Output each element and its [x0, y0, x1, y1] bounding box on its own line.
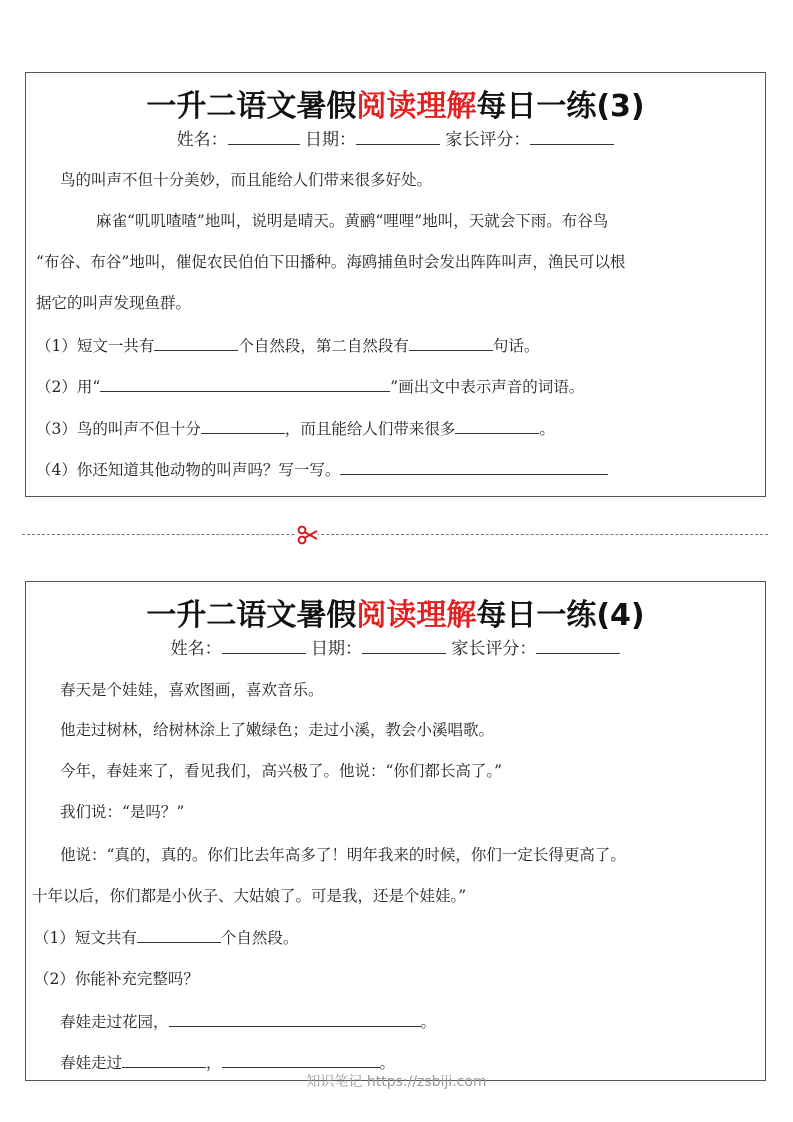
answer-blank[interactable]: [100, 375, 390, 392]
question-text: 。: [539, 420, 555, 438]
question-1: [36, 334, 539, 356]
question-text: （2）用“: [36, 378, 101, 396]
passage-line: 春天是个娃娃，喜欢图画，喜欢音乐。: [60, 681, 324, 699]
answer-blank[interactable]: [340, 458, 608, 475]
title-highlight: 阅读理解: [356, 89, 477, 124]
question-text: 春娃走过: [60, 1054, 123, 1072]
passage-line: “布谷、布谷”地叫，催促农民伯伯下田播种。海鸥捕鱼时会发出阵阵叫声，渔民可以根: [36, 253, 626, 271]
question-text: ”画出文中表示声音的词语。: [390, 378, 585, 396]
passage-line: 他走过树林，给树林涂上了嫩绿色；走过小溪，教会小溪唱歌。: [60, 721, 495, 739]
question-text: 句话。: [492, 337, 540, 355]
question-4: [36, 458, 608, 480]
question-text: 。: [379, 1054, 396, 1072]
question-text: （4）你还知道其他动物的叫声吗？写一写。: [36, 461, 341, 479]
question-text: （1）短文一共有: [36, 337, 155, 355]
answer-blank[interactable]: [222, 1051, 380, 1068]
passage-line: 麻雀“叽叽喳喳”地叫，说明是晴天。黄鹂“哩哩”地叫，天就会下雨。布谷鸟: [96, 212, 609, 230]
cut-line: [22, 534, 768, 535]
answer-blank[interactable]: [122, 1051, 206, 1068]
question-text: ，: [206, 1054, 222, 1072]
question-text: ，而且能给人们带来很多: [284, 420, 456, 438]
date-blank[interactable]: [356, 128, 440, 145]
question-text: （1）短文共有: [34, 929, 137, 947]
name-blank[interactable]: [222, 637, 306, 654]
score-label: 家长评分：: [445, 130, 531, 150]
passage-line: 十年以后，你们都是小伙子、大姑娘了。可是我，还是个娃娃。”: [32, 887, 467, 905]
name-label: 姓名：: [170, 639, 222, 659]
question-2: （2）你能补充完整吗？: [34, 970, 199, 988]
score-blank[interactable]: [536, 637, 620, 654]
question-text: 春娃走过花园，: [60, 1013, 169, 1031]
exercise-3-title: [26, 81, 765, 125]
footer-watermark: 知识笔记 https://zsbiji.com: [306, 1074, 487, 1090]
question-text: 个自然段，第二自然段有: [238, 337, 409, 355]
answer-blank[interactable]: [154, 334, 238, 351]
passage-line: 据它的叫声发现鱼群。: [36, 294, 192, 312]
exercise-4-title: [26, 590, 765, 634]
name-blank[interactable]: [228, 128, 300, 145]
exercise-3-card: [25, 72, 766, 497]
title-part: 一升二语文暑假: [146, 89, 357, 124]
title-highlight: 阅读理解: [356, 598, 477, 633]
name-label: 姓名：: [176, 130, 228, 150]
question-text: 个自然段。: [220, 929, 299, 947]
answer-blank[interactable]: [137, 926, 221, 943]
title-part: 每日一练(4): [476, 598, 645, 633]
answer-blank[interactable]: [169, 1010, 421, 1027]
exercise-4-card: [25, 581, 766, 1081]
question-text: （3）鸟的叫声不但十分: [36, 420, 201, 438]
exercise-4-info-row: [26, 634, 765, 659]
question-2: [36, 375, 584, 397]
question-3: [36, 417, 555, 439]
exercise-3-info-row: [26, 125, 765, 150]
question-1: [34, 926, 298, 948]
passage-line: 今年，春娃来了，看见我们，高兴极了。他说：“你们都长高了。”: [60, 762, 503, 780]
date-label: 日期：: [311, 639, 362, 659]
score-blank[interactable]: [530, 128, 614, 145]
question-text: 。: [420, 1013, 437, 1031]
passage-line: 他说：“真的，真的。你们比去年高多了！明年我来的时候，你们一定长得更高了。: [60, 846, 626, 864]
fill-line-2: [60, 1051, 395, 1073]
passage-line: 鸟的叫声不但十分美妙，而且能给人们带来很多好处。: [60, 171, 433, 189]
answer-blank[interactable]: [409, 334, 493, 351]
date-label: 日期：: [305, 130, 356, 150]
scissors-icon: [296, 525, 318, 545]
title-part: 一升二语文暑假: [146, 598, 357, 633]
title-part: 每日一练(3): [476, 89, 645, 124]
answer-blank[interactable]: [201, 417, 285, 434]
answer-blank[interactable]: [455, 417, 539, 434]
date-blank[interactable]: [362, 637, 446, 654]
passage-line: 我们说：“是吗？”: [60, 803, 185, 821]
score-label: 家长评分：: [451, 639, 537, 659]
fill-line-1: [60, 1010, 436, 1032]
